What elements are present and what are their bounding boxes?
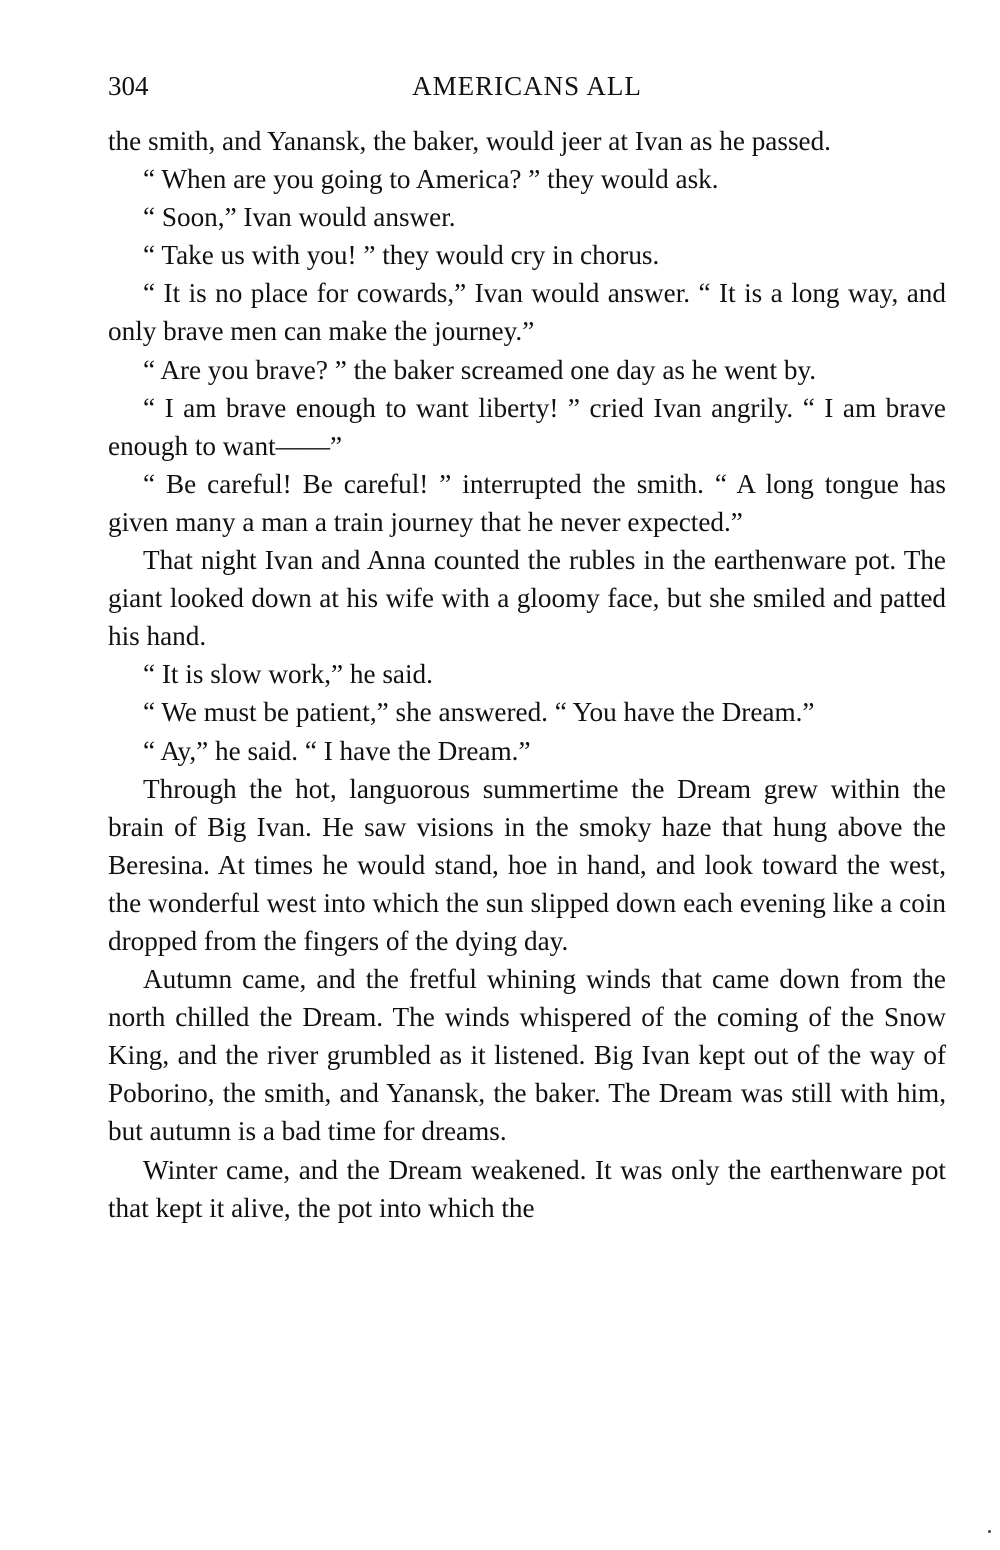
running-head: AMERICANS ALL <box>412 71 642 101</box>
paragraph: the smith, and Yanansk, the baker, would jeer at Ivan as he passed. <box>108 126 831 156</box>
page-number: 304 <box>108 71 149 101</box>
paragraph: “ It is no place for cowards,” Ivan would answer. “ It is a long way, and only brave men can make the journey.” <box>108 278 946 347</box>
page-header <box>108 66 946 106</box>
paragraph: “ We must be patient,” she answered. “ You have the Dream.” <box>143 697 815 728</box>
paragraph: Autumn came, and the fretful whining winds that came down from the north chilled the Dream. The winds whispered of the coming of the Snow King, and the river grumbled as it listened. Big Ivan kept out of the way of Poborino, the smith, and Yanansk, the baker. The Dream was still with him, but autumn is a bad time for dreams. <box>108 964 946 1147</box>
paragraph: “ Take us with you! ” they would cry in chorus. <box>143 240 660 271</box>
paragraph: “ When are you going to America? ” they would ask. <box>143 164 719 195</box>
paragraph: “ It is slow work,” he said. <box>143 659 433 690</box>
paragraph: “ I am brave enough to want liberty! ” cried Ivan angrily. “ I am brave enough to want——” <box>108 392 946 461</box>
print-speck <box>988 1530 991 1533</box>
paragraph: “ Be careful! Be careful! ” interrupted the smith. “ A long tongue has given many a man a train journey that he never expected.” <box>108 468 946 537</box>
paragraph: “ Soon,” Ivan would answer. <box>143 202 456 233</box>
paragraph: That night Ivan and Anna counted the rubles in the earthenware pot. The giant looked down at his wife with a gloomy face, but she smiled and patted his hand. <box>108 545 946 652</box>
paragraph: Through the hot, languorous summertime the Dream grew within the brain of Big Ivan. He saw visions in the smoky haze that hung above the Beresina. At times he would stand, hoe in hand, and look toward the west, the wonderful west into which the sun slipped down each evening like a coin dropped from the fingers of the dying day. <box>108 773 946 956</box>
paragraph: “ Are you brave? ” the baker screamed one day as he went by. <box>143 354 817 385</box>
paragraph: Winter came, and the Dream weakened. It was only the earthenware pot that kept it alive, the pot into which the <box>108 1154 946 1223</box>
body-text <box>108 122 946 1227</box>
paragraph: “ Ay,” he said. “ I have the Dream.” <box>143 735 531 766</box>
